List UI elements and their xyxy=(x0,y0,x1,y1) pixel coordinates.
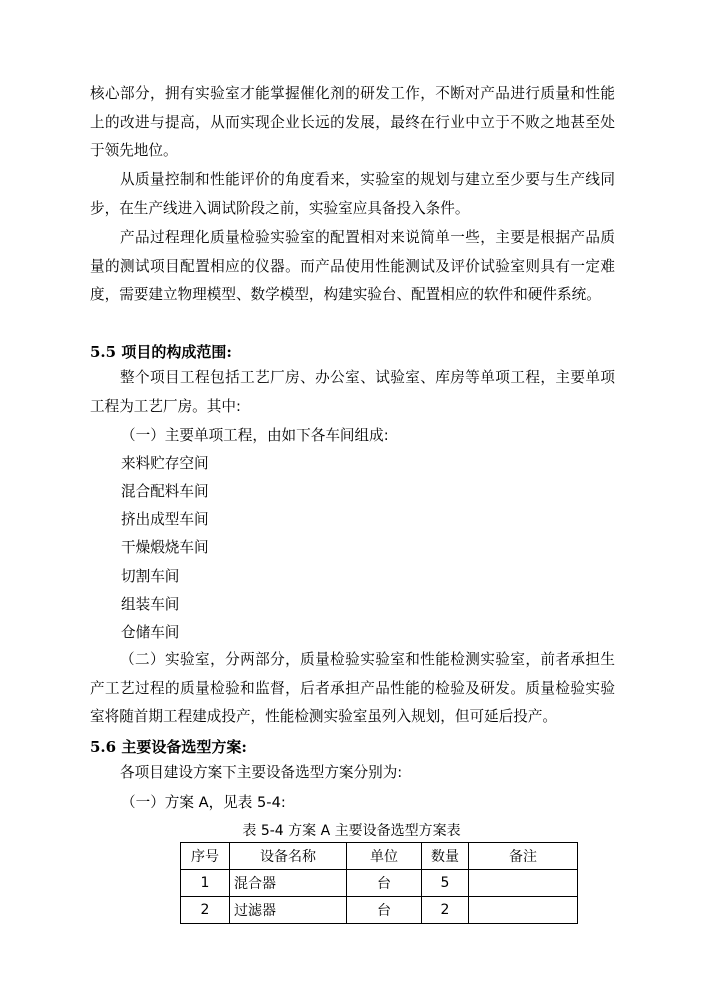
workshop-item: 来料贮存空间 xyxy=(121,455,209,472)
cell-remarks xyxy=(469,870,578,897)
subsection-plan-a: （一）方案 A，见表 5-4: xyxy=(121,794,286,811)
header-equipment-name: 设备名称 xyxy=(230,843,347,870)
subsection-main-engineering: （一）主要单项工程，由如下各车间组成: xyxy=(121,427,389,444)
cell-equipment-name: 混合器 xyxy=(230,870,347,897)
workshop-item: 混合配料车间 xyxy=(121,483,209,500)
workshop-item: 挤出成型车间 xyxy=(121,511,209,528)
cell-serial-number: 2 xyxy=(181,897,230,924)
section-5-5-heading: 5.5 项目的构成范围: xyxy=(90,343,232,361)
table-row xyxy=(181,870,578,897)
workshop-item: 组装车间 xyxy=(121,596,180,613)
cell-unit: 台 xyxy=(347,870,422,897)
paragraph-quality-control: 从质量控制和性能评价的角度看来，实验室的规划与建立至少要与生产线同步，在生产线进入调试阶段之前，实验室应具备投入条件。 xyxy=(90,171,615,217)
header-remarks: 备注 xyxy=(469,843,578,870)
cell-quantity: 2 xyxy=(422,897,469,924)
cell-quantity: 5 xyxy=(422,870,469,897)
table-row xyxy=(181,897,578,924)
header-quantity: 数量 xyxy=(422,843,469,870)
table-caption: 表 5-4 方案 A 主要设备选型方案表 xyxy=(242,823,461,839)
section-5-6-intro: 各项目建设方案下主要设备选型方案分别为: xyxy=(120,764,403,781)
workshop-item: 仓储车间 xyxy=(121,624,180,641)
cell-unit: 台 xyxy=(347,897,422,924)
paragraph-lab-configuration: 产品过程理化质量检验实验室的配置相对来说简单一些，主要是根据产品质量的测试项目配置相应的仪器。而产品使用性能测试及评价试验室则具有一定难度，需要建立物理模型、数学模型，构建实验台、配置相应的软件和硬件系统。 xyxy=(90,229,615,304)
paragraph-lab-core: 核心部分，拥有实验室才能掌握催化剂的研发工作，不断对产品进行质量和性能上的改进与提高，从而实现企业长远的发展，最终在行业中立于不败之地甚至处于领先地位。 xyxy=(90,85,615,160)
equipment-table xyxy=(180,842,578,924)
header-unit: 单位 xyxy=(347,843,422,870)
cell-remarks xyxy=(469,897,578,924)
table-header-row xyxy=(181,843,578,870)
workshop-item: 干燥煅烧车间 xyxy=(121,539,209,556)
subsection-laboratory: （二）实验室，分两部分，质量检验实验室和性能检测实验室，前者承担生产工艺过程的质量检验和监督，后者承担产品性能的检验及研发。质量检验实验室将随首期工程建成投产，性能检测实验室虽列入规划，但可延后投产。 xyxy=(90,651,615,726)
header-serial-number: 序号 xyxy=(181,843,230,870)
workshop-item: 切割车间 xyxy=(121,568,180,585)
cell-serial-number: 1 xyxy=(181,870,230,897)
section-5-5-intro: 整个项目工程包括工艺厂房、办公室、试验室、库房等单项工程，主要单项工程为工艺厂房。其中: xyxy=(90,369,615,415)
cell-equipment-name: 过滤器 xyxy=(230,897,347,924)
section-5-6-heading: 5.6 主要设备选型方案: xyxy=(90,738,247,756)
